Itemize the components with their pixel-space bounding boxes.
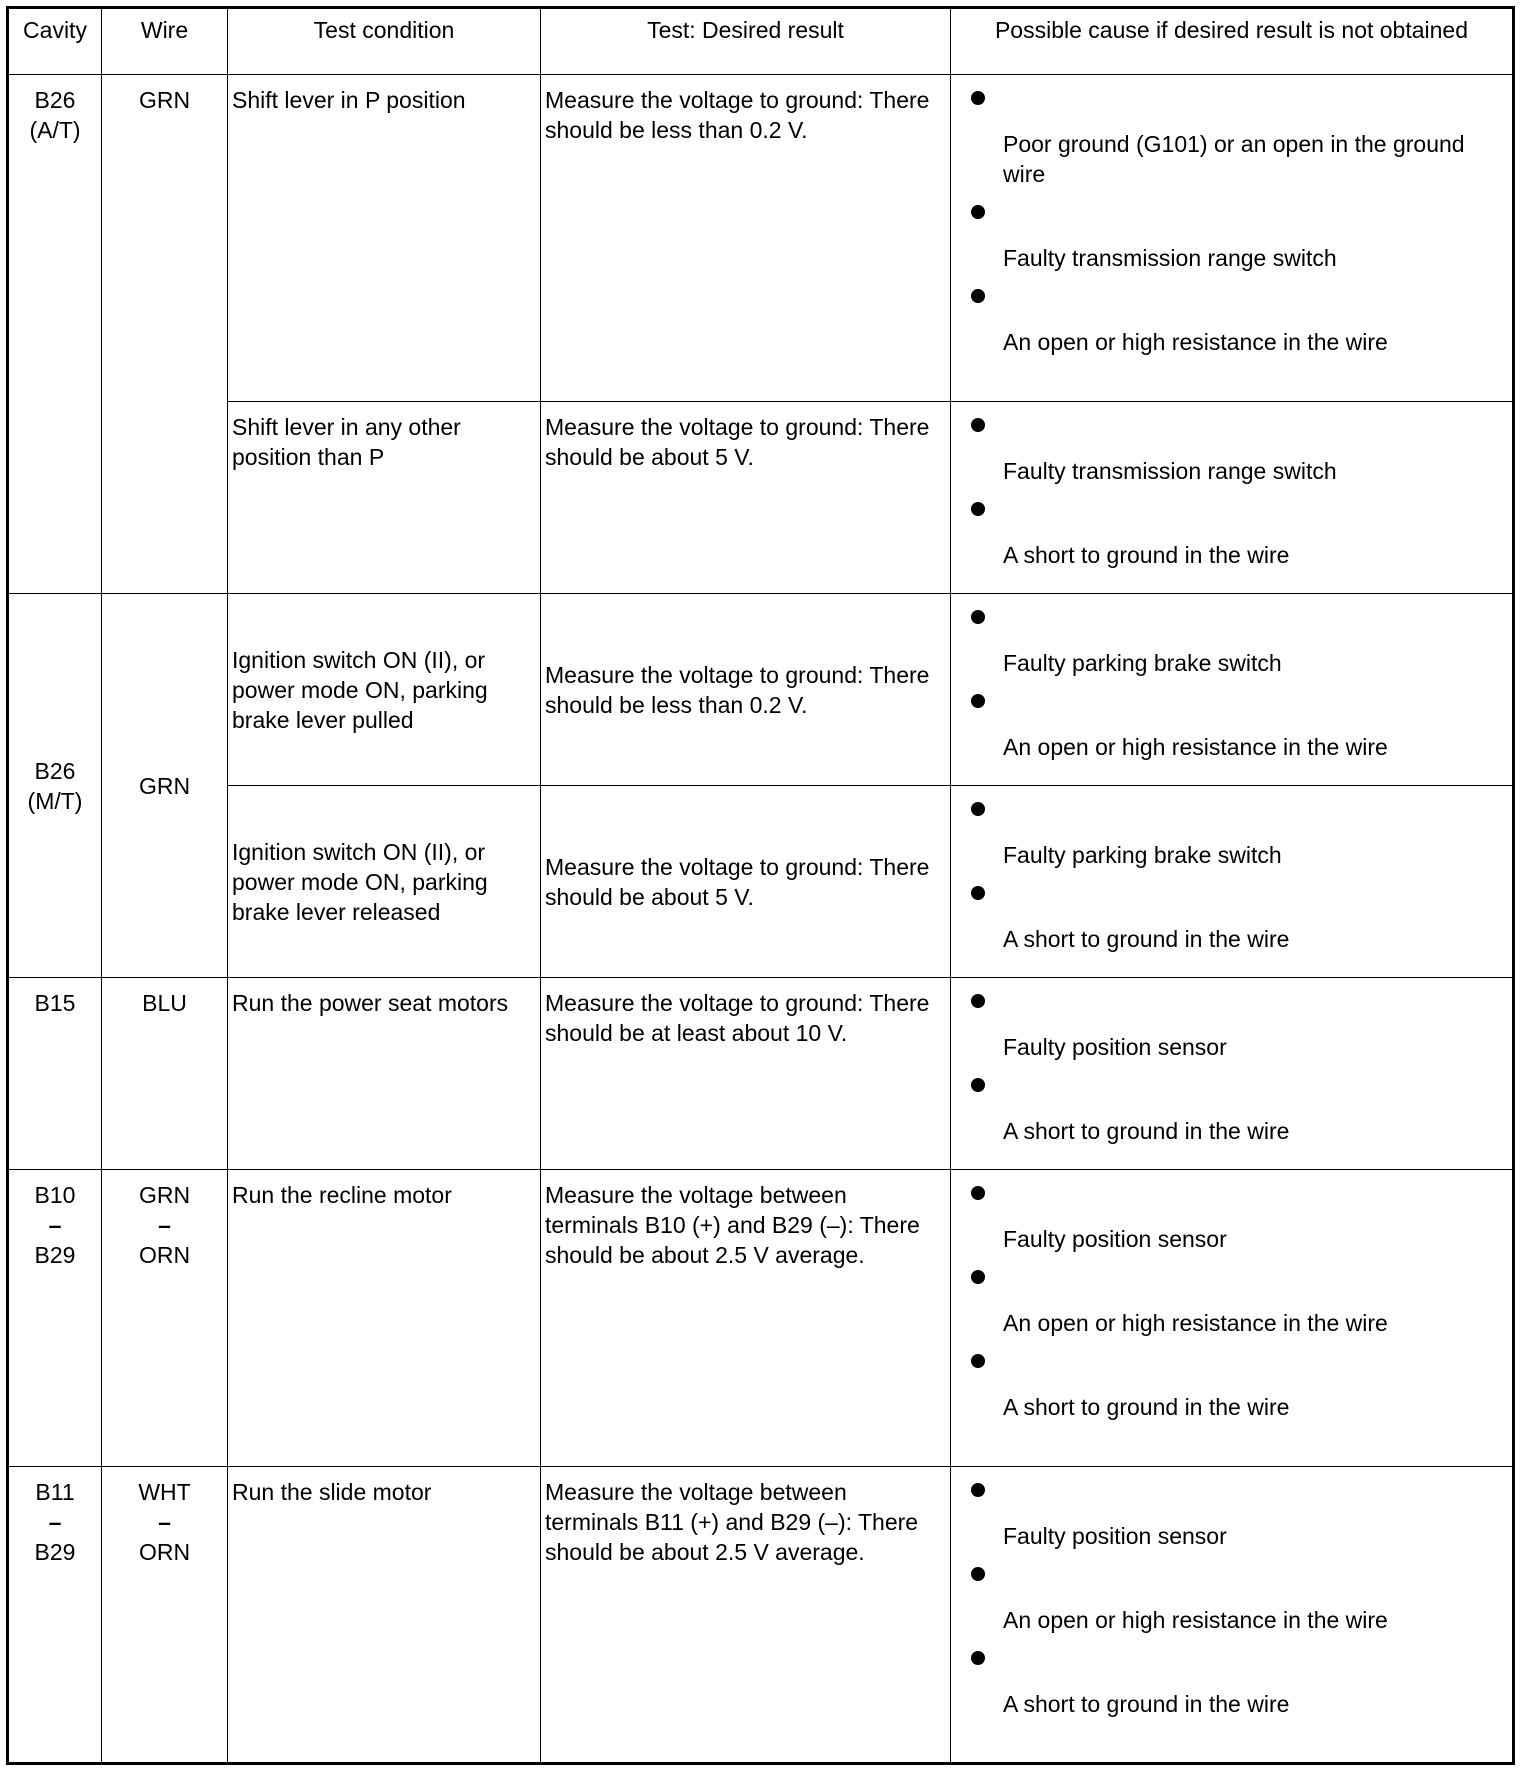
cause-text: Faulty transmission range switch bbox=[1003, 458, 1337, 484]
cavity-cell bbox=[8, 594, 102, 978]
cavity-line: B15 bbox=[34, 990, 76, 1016]
diagnostic-table bbox=[6, 6, 1515, 1765]
possible-cause-cell bbox=[951, 594, 1514, 786]
cavity-line: B26 bbox=[34, 87, 76, 113]
cause-list bbox=[951, 75, 1512, 357]
cause-item bbox=[951, 1062, 1512, 1146]
cause-item bbox=[951, 75, 1512, 189]
possible-cause-cell bbox=[951, 75, 1514, 402]
wire-line: ORN bbox=[138, 1539, 191, 1565]
table-row bbox=[8, 1467, 1514, 1764]
desired-result-cell: Measure the voltage to ground: There should be about 5 V. bbox=[541, 402, 951, 594]
bullet-icon bbox=[971, 91, 985, 105]
wire-dash: – bbox=[158, 1509, 171, 1535]
cavity-cell bbox=[8, 1467, 102, 1764]
bullet-icon bbox=[971, 1483, 985, 1497]
cause-text: Faulty parking brake switch bbox=[1003, 650, 1282, 676]
test-condition-cell: Ignition switch ON (II), or power mode ON, parking brake lever pulled bbox=[228, 594, 541, 786]
wire-cell bbox=[102, 1467, 228, 1764]
cause-text: A short to ground in the wire bbox=[1003, 1691, 1290, 1717]
bullet-icon bbox=[971, 502, 985, 516]
desired-result-cell: Measure the voltage to ground: There should be about 5 V. bbox=[541, 786, 951, 978]
bullet-icon bbox=[971, 418, 985, 432]
possible-cause-cell bbox=[951, 978, 1514, 1170]
cause-text: Faulty position sensor bbox=[1003, 1523, 1227, 1549]
cause-text: A short to ground in the wire bbox=[1003, 542, 1290, 568]
test-condition-cell: Run the slide motor bbox=[228, 1467, 541, 1764]
cause-item bbox=[951, 786, 1512, 870]
wire-cell bbox=[102, 594, 228, 978]
test-condition-cell: Run the recline motor bbox=[228, 1170, 541, 1467]
wire-line: BLU bbox=[142, 990, 187, 1016]
cause-list bbox=[951, 786, 1512, 954]
cause-item bbox=[951, 402, 1512, 486]
cause-item bbox=[951, 870, 1512, 954]
cause-text: An open or high resistance in the wire bbox=[1003, 1607, 1388, 1633]
cause-item bbox=[951, 978, 1512, 1062]
table-row bbox=[8, 1170, 1514, 1467]
table-row bbox=[8, 786, 1514, 978]
wire-line: WHT bbox=[138, 1479, 191, 1505]
bullet-icon bbox=[971, 1078, 985, 1092]
cause-item bbox=[951, 1338, 1512, 1422]
table-row bbox=[8, 75, 1514, 402]
cause-list bbox=[951, 978, 1512, 1146]
cause-item bbox=[951, 1551, 1512, 1635]
possible-cause-cell bbox=[951, 1467, 1514, 1764]
cavity-dash: – bbox=[48, 1212, 62, 1238]
header-wire: Wire bbox=[102, 8, 228, 75]
header-test-condition: Test condition bbox=[228, 8, 541, 75]
cause-text: An open or high resistance in the wire bbox=[1003, 329, 1388, 355]
bullet-icon bbox=[971, 994, 985, 1008]
cause-text: A short to ground in the wire bbox=[1003, 1118, 1290, 1144]
bullet-icon bbox=[971, 610, 985, 624]
table-row bbox=[8, 978, 1514, 1170]
cavity-line: (A/T) bbox=[29, 117, 81, 143]
desired-result-cell: Measure the voltage between terminals B11 (+) and B29 (–): There should be about 2.5 V average. bbox=[541, 1467, 951, 1764]
cavity-dash: – bbox=[48, 1509, 62, 1535]
cause-text: An open or high resistance in the wire bbox=[1003, 734, 1388, 760]
cause-item bbox=[951, 594, 1512, 678]
cause-list bbox=[951, 1467, 1512, 1719]
test-condition-cell: Ignition switch ON (II), or power mode ON, parking brake lever released bbox=[228, 786, 541, 978]
bullet-icon bbox=[971, 886, 985, 900]
cavity-line: B11 bbox=[35, 1479, 75, 1505]
wire-cell bbox=[102, 1170, 228, 1467]
cause-item bbox=[951, 273, 1512, 357]
cavity-line: B10 bbox=[34, 1182, 76, 1208]
wire-line: GRN bbox=[138, 87, 191, 113]
bullet-icon bbox=[971, 694, 985, 708]
possible-cause-cell bbox=[951, 1170, 1514, 1467]
cause-list bbox=[951, 1170, 1512, 1422]
test-condition-cell: Run the power seat motors bbox=[228, 978, 541, 1170]
cause-text: Poor ground (G101) or an open in the ground wire bbox=[1003, 131, 1465, 187]
cause-item bbox=[951, 486, 1512, 570]
desired-result-cell: Measure the voltage to ground: There should be less than 0.2 V. bbox=[541, 75, 951, 402]
wire-line: GRN bbox=[138, 1182, 191, 1208]
cavity-line: (M/T) bbox=[27, 787, 83, 814]
possible-cause-cell bbox=[951, 402, 1514, 594]
cavity-cell bbox=[8, 1170, 102, 1467]
header-cavity: Cavity bbox=[8, 8, 102, 75]
wire-dash: – bbox=[158, 1212, 171, 1238]
table-row bbox=[8, 594, 1514, 786]
desired-result-cell: Measure the voltage to ground: There should be at least about 10 V. bbox=[541, 978, 951, 1170]
cause-item bbox=[951, 189, 1512, 273]
header-possible-cause: Possible cause if desired result is not obtained bbox=[951, 8, 1514, 75]
bullet-icon bbox=[971, 802, 985, 816]
bullet-icon bbox=[971, 1186, 985, 1200]
cause-list bbox=[951, 402, 1512, 570]
bullet-icon bbox=[971, 289, 985, 303]
cause-item bbox=[951, 1170, 1512, 1254]
cause-text: Faulty position sensor bbox=[1003, 1226, 1227, 1252]
test-condition-cell: Shift lever in any other position than P bbox=[228, 402, 541, 594]
cause-item bbox=[951, 678, 1512, 762]
wire-line: ORN bbox=[138, 1242, 191, 1268]
table-row bbox=[8, 402, 1514, 594]
cause-item bbox=[951, 1635, 1512, 1719]
cause-list bbox=[951, 594, 1512, 762]
bullet-icon bbox=[971, 1651, 985, 1665]
cavity-cell bbox=[8, 978, 102, 1170]
cause-item bbox=[951, 1467, 1512, 1551]
cause-text: Faulty parking brake switch bbox=[1003, 842, 1282, 868]
bullet-icon bbox=[971, 1270, 985, 1284]
desired-result-cell: Measure the voltage to ground: There should be less than 0.2 V. bbox=[541, 594, 951, 786]
wire-cell bbox=[102, 978, 228, 1170]
test-condition-cell: Shift lever in P position bbox=[228, 75, 541, 402]
cause-text: A short to ground in the wire bbox=[1003, 926, 1290, 952]
wire-line: GRN bbox=[138, 772, 191, 799]
cavity-line: B26 bbox=[34, 757, 76, 784]
cause-item bbox=[951, 1254, 1512, 1338]
bullet-icon bbox=[971, 205, 985, 219]
cause-text: Faulty transmission range switch bbox=[1003, 245, 1337, 271]
cause-text: A short to ground in the wire bbox=[1003, 1394, 1290, 1420]
bullet-icon bbox=[971, 1354, 985, 1368]
desired-result-cell: Measure the voltage between terminals B10 (+) and B29 (–): There should be about 2.5 V average. bbox=[541, 1170, 951, 1467]
wire-cell bbox=[102, 75, 228, 594]
header-desired-result: Test: Desired result bbox=[541, 8, 951, 75]
cause-text: Faulty position sensor bbox=[1003, 1034, 1227, 1060]
cause-text: An open or high resistance in the wire bbox=[1003, 1310, 1388, 1336]
header-row bbox=[8, 8, 1514, 75]
possible-cause-cell bbox=[951, 786, 1514, 978]
bullet-icon bbox=[971, 1567, 985, 1581]
cavity-line: B29 bbox=[34, 1539, 76, 1565]
cavity-line: B29 bbox=[34, 1242, 76, 1268]
cavity-cell bbox=[8, 75, 102, 594]
